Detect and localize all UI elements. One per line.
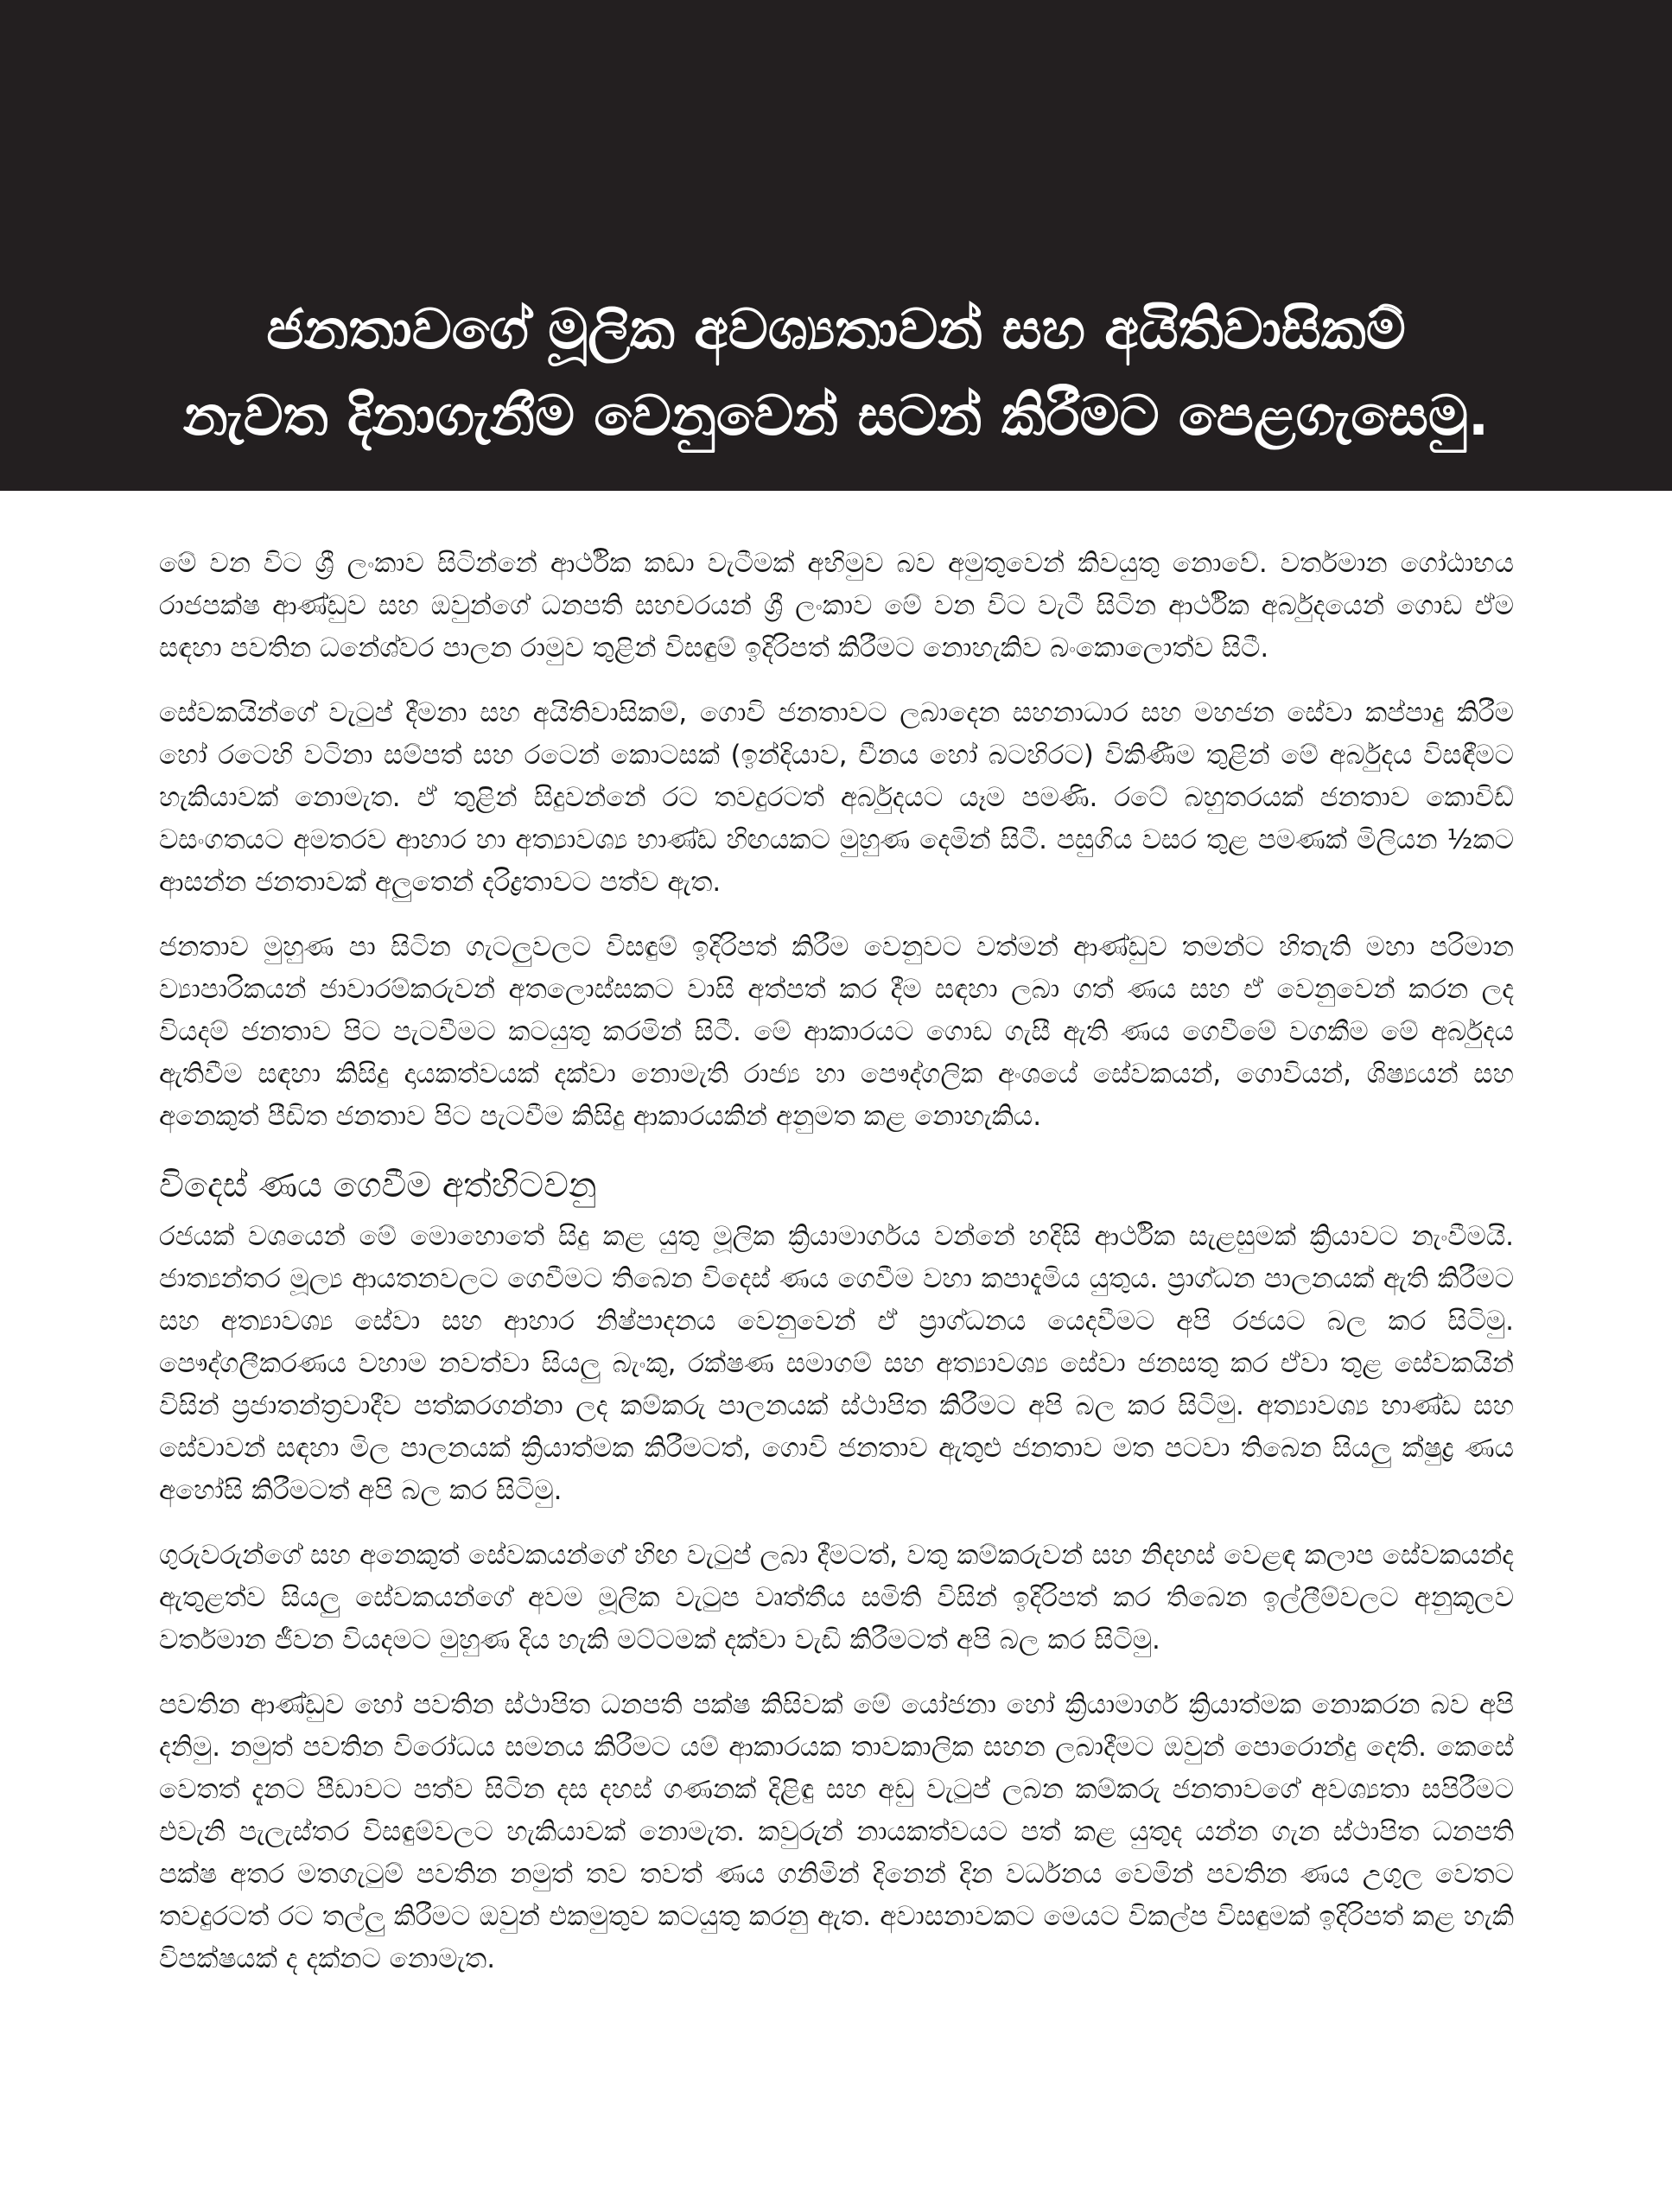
page-title-line-1: ජනතාවගේ මූලික අවශ්‍යතාවන් සහ අයිතිවාසිකම් (266, 298, 1406, 362)
paragraph-3: ජනතාව මුහුණ පා සිටින ගැටලුවලට විසඳුම් ඉදිරිපත් කිරීම වෙනුවට වත්මන් ආණ්ඩුව තමන්ට හිතැති මහා පරිමාන ව්‍යාපාරිකයන් ජාවාරම්කරුවන් අතලොස්සකට වාසි අත්පත් කර දීම සඳහා ලබා ගත් ණය සහ ඒ වෙනුවෙන් කරන ලද වියදම් ජනතාව පිට පැටවීමට කටයුතු කරමින් සිටී. මේ ආකාරයට ගොඩ ගැසී ඇති ණය ගෙවීමේ වගකීම මේ අර්බුදය ඇතිවීම සඳහා කිසිදු දායකත්වයක් දක්වා නොමැති රාජ්‍ය හා පෞද්ගලික අංශයේ සේවකයන්, ගොවියන්, ශිෂ්‍යයන් සහ අනෙකුත් පීඩිත ජනතාව පිට පැටවීම කිසිදු ආකාරයකින් අනුමත කළ නොහැකිය. (159, 931, 1514, 1132)
section-heading: විදෙස් ණය ගෙවීම අත්හිටවනු (159, 1166, 597, 1205)
paragraph-2: සේවකයින්ගේ වැටුප් දීමනා සහ අයිතිවාසිකම්, ගොවි ජනතාවට ලබාදෙන සහනාධාර සහ මහජන සේවා කප්පාදු කිරීම හෝ රටෙහි වටිනා සම්පත් සහ රටෙන් කොටසක් (ඉන්දියාව, චීනය හෝ බටහිරට) විකිණීම තුළින් මේ අර්බුදය විසඳීමට හැකියාවක් නොමැත. ඒ තුළින් සිදුවන්නේ රට තවදුරටත් අර්බුදයට යෑම පමණි. රටේ බහුතරයක් ජනතාව කොවිඩ් වසංගතයට අමතරව ආහාර හා අත්‍යාවශ්‍ය භාණ්ඩ හිඟයකට මුහුණ දෙමින් සිටී. පසුගිය වසර තුළ පමණක් මිලියන ½කට ආසන්න ජනතාවක් අලුතෙන් දරිද්‍රතාවට පත්ව ඇත. (159, 697, 1514, 898)
section-paragraph-2: ගුරුවරුන්ගේ සහ අනෙකුත් සේවකයන්ගේ හිඟ වැටුප් ලබා දීමටත්, වතු කම්කරුවන් සහ නිදහස් වෙළඳ කලාප සේවකයන්ද ඇතුළත්ව සියලු සේවකයන්ගේ අවම මූලික වැටුප වෘත්තීය සමිති විසින් ඉදිරිපත් කර තිබෙන ඉල්ලීම්වලට අනුකූලව වර්තමාන ජීවන වියදමට මුහුණ දිය හැකි මට්ටමක් දක්වා වැඩි කිරීමටත් අපි බල කර සිටිමු. (159, 1540, 1514, 1656)
section-paragraph-3: පවතින ආණ්ඩුව හෝ පවතින ස්ථාපිත ධනපති පක්ෂ කිසිවක් මේ යෝජනා හෝ ක්‍රියාමාර්ග ක්‍රියාත්මක නොකරන බව අපි දනිමු. නමුත් පවතින විරෝධය සමනය කිරීමට යම් ආකාරයක තාවකාලික සහන ලබාදීමට ඔවුන් පොරොන්දු දෙති. කෙසේ වෙතත් දැනට පීඩාවට පත්ව සිටින දස දහස් ගණනක් දිළිඳු සහ අඩු වැටුප් ලබන කම්කරු ජනතාවගේ අවශ්‍යතා සපිරීමට එවැනි පැලැස්තර විසඳුම්වලට හැකියාවක් නොමැත. කවුරුන් නායකත්වයට පත් කළ යුතුද යන්න ගැන ස්ථාපිත ධනපති පක්ෂ අතර මතගැටුම් පවතින නමුත් තව තවත් ණය ගනිමින් දිනෙන් දින වර්ධනය වෙමින් පවතින ණය උගුල වෙතට තවදුරටත් රට තල්ලු කිරීමට ඔවුන් එකමුතුව කටයුතු කරනු ඇත. අවාසනාවකට මෙයට විකල්ප විසඳුමක් ඉදිරිපත් කළ හැකි විපක්ෂයක් ද දක්නට නොමැත. (159, 1689, 1514, 1974)
page-title (183, 287, 1489, 460)
article-body (159, 543, 1514, 2003)
title-banner (0, 0, 1672, 491)
paragraph-1: මේ වන විට ශ්‍රී ලංකාව සිටින්නේ ආර්ථික කඩා වැටීමක් අභිමුව බව අමුතුවෙන් කිවයුතු නොවේ. වර්තමාන ගෝඨාභය රාජපක්ෂ ආණ්ඩුව සහ ඔවුන්ගේ ධනපති සහචරයන් ශ්‍රී ලංකාව මේ වන විට වැටී සිටින ආර්ථික අර්බුදයෙන් ගොඩ ඒම සඳහා පවතින ධනේශ්වර පාලන රාමුව තුළින් විසඳුම් ඉදිරිපත් කිරීමට නොහැකිව බංකොලොත්ව සිටී. (159, 548, 1514, 664)
section-paragraph-1: රජයක් වශයෙන් මේ මොහොතේ සිදු කළ යුතු මූලික ක්‍රියාමාර්ගය වන්නේ හදිසි ආර්ථික සැළසුමක් ක්‍රියාවට නැංවීමයි. ජාත්‍යන්තර මූල්‍ය ආයතනවලට ගෙවීමට තිබෙන විදෙස් ණය ගෙවීම වහා කපාදැමිය යුතුය. ප්‍රාග්ධන පාලනයක් ඇති කිරීමට සහ අත්‍යාවශ්‍ය සේවා සහ ආහාර නිෂ්පාදනය වෙනුවෙන් ඒ ප්‍රාග්ධනය යෙදවීමට අපි රජයට බල කර සිටිමු. පෞද්ගලීකරණය වහාම නවත්වා සියලු බැංකු, රක්ෂණ සමාගම් සහ අත්‍යාවශ්‍ය සේවා ජනසතු කර ඒවා තුළ සේවකයින් විසින් ප්‍රජාතන්ත්‍රවාදීව පත්කරගන්නා ලද කම්කරු පාලනයක් ස්ථාපිත කිරීමට අපි බල කර සිටිමු. අත්‍යාවශ්‍ය භාණ්ඩ සහ සේවාවන් සඳහා මිල පාලනයක් ක්‍රියාත්මක කිරීමටත්, ගොවි ජනතාව ඇතුළු ජනතාව මත පටවා තිබෙන සියලු ක්ෂුද්‍ර ණය අහෝසි කිරීමටත් අපි බල කර සිටිමු. (159, 1221, 1514, 1506)
page-title-line-2: නැවත දිනාගැනීම වෙනුවෙන් සටන් කිරීමට පෙළගැසෙමු. (182, 385, 1490, 448)
